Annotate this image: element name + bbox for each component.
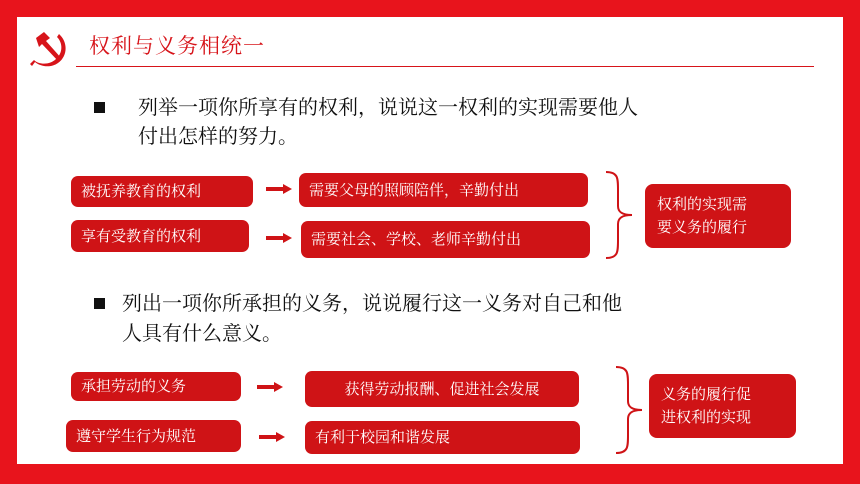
question-1-line-1: 列举一项你所享有的权利，说说这一权利的实现需要他人 <box>138 95 638 119</box>
effort-item-1 <box>299 173 588 207</box>
right-item-1-label: 被抚养教育的权利 <box>81 182 202 200</box>
effort-item-1-label: 需要父母的照顾陪伴，辛勤付出 <box>309 180 520 199</box>
arrow-right-icon <box>266 184 292 194</box>
question-1-line-2: 付出怎样的努力。 <box>138 124 298 148</box>
summary-1-line-2: 要义务的履行 <box>657 218 748 236</box>
square-bullet-icon <box>94 298 105 309</box>
brace-icon <box>604 170 634 260</box>
arrow-right-icon <box>257 382 283 392</box>
page-title: 权利与义务相统一 <box>89 34 265 58</box>
meaning-item-1-label: 获得劳动报酬、促进社会发展 <box>344 379 540 398</box>
question-2-line-2: 人具有什么意义。 <box>122 321 282 345</box>
summary-1-line-1: 权利的实现需 <box>657 195 748 213</box>
hammer-sickle-icon <box>28 28 70 70</box>
brace-icon <box>614 365 644 455</box>
meaning-item-2 <box>305 421 580 454</box>
effort-item-2-label: 需要社会、学校、老师辛勤付出 <box>311 230 522 248</box>
effort-item-2 <box>301 221 590 258</box>
title-divider <box>76 66 814 67</box>
summary-2 <box>649 374 796 438</box>
summary-2-line-2: 进权利的实现 <box>661 408 752 426</box>
arrow-right-icon <box>259 432 285 442</box>
meaning-item-2-label: 有利于校园和谐发展 <box>315 428 451 446</box>
question-2-line-1: 列出一项你所承担的义务，说说履行这一义务对自己和他 <box>122 291 622 315</box>
right-item-2-label: 享有受教育的权利 <box>81 226 202 245</box>
right-item-2 <box>71 220 249 252</box>
summary-2-line-1: 义务的履行促 <box>661 385 752 403</box>
duty-item-2 <box>66 420 241 452</box>
right-item-1 <box>71 176 253 207</box>
meaning-item-1 <box>305 371 579 407</box>
duty-item-1 <box>71 372 241 401</box>
duty-item-1-label: 承担劳动的义务 <box>81 377 187 395</box>
arrow-right-icon <box>266 233 292 243</box>
duty-item-2-label: 遵守学生行为规范 <box>76 426 197 445</box>
summary-1 <box>645 184 791 248</box>
square-bullet-icon <box>94 102 105 113</box>
